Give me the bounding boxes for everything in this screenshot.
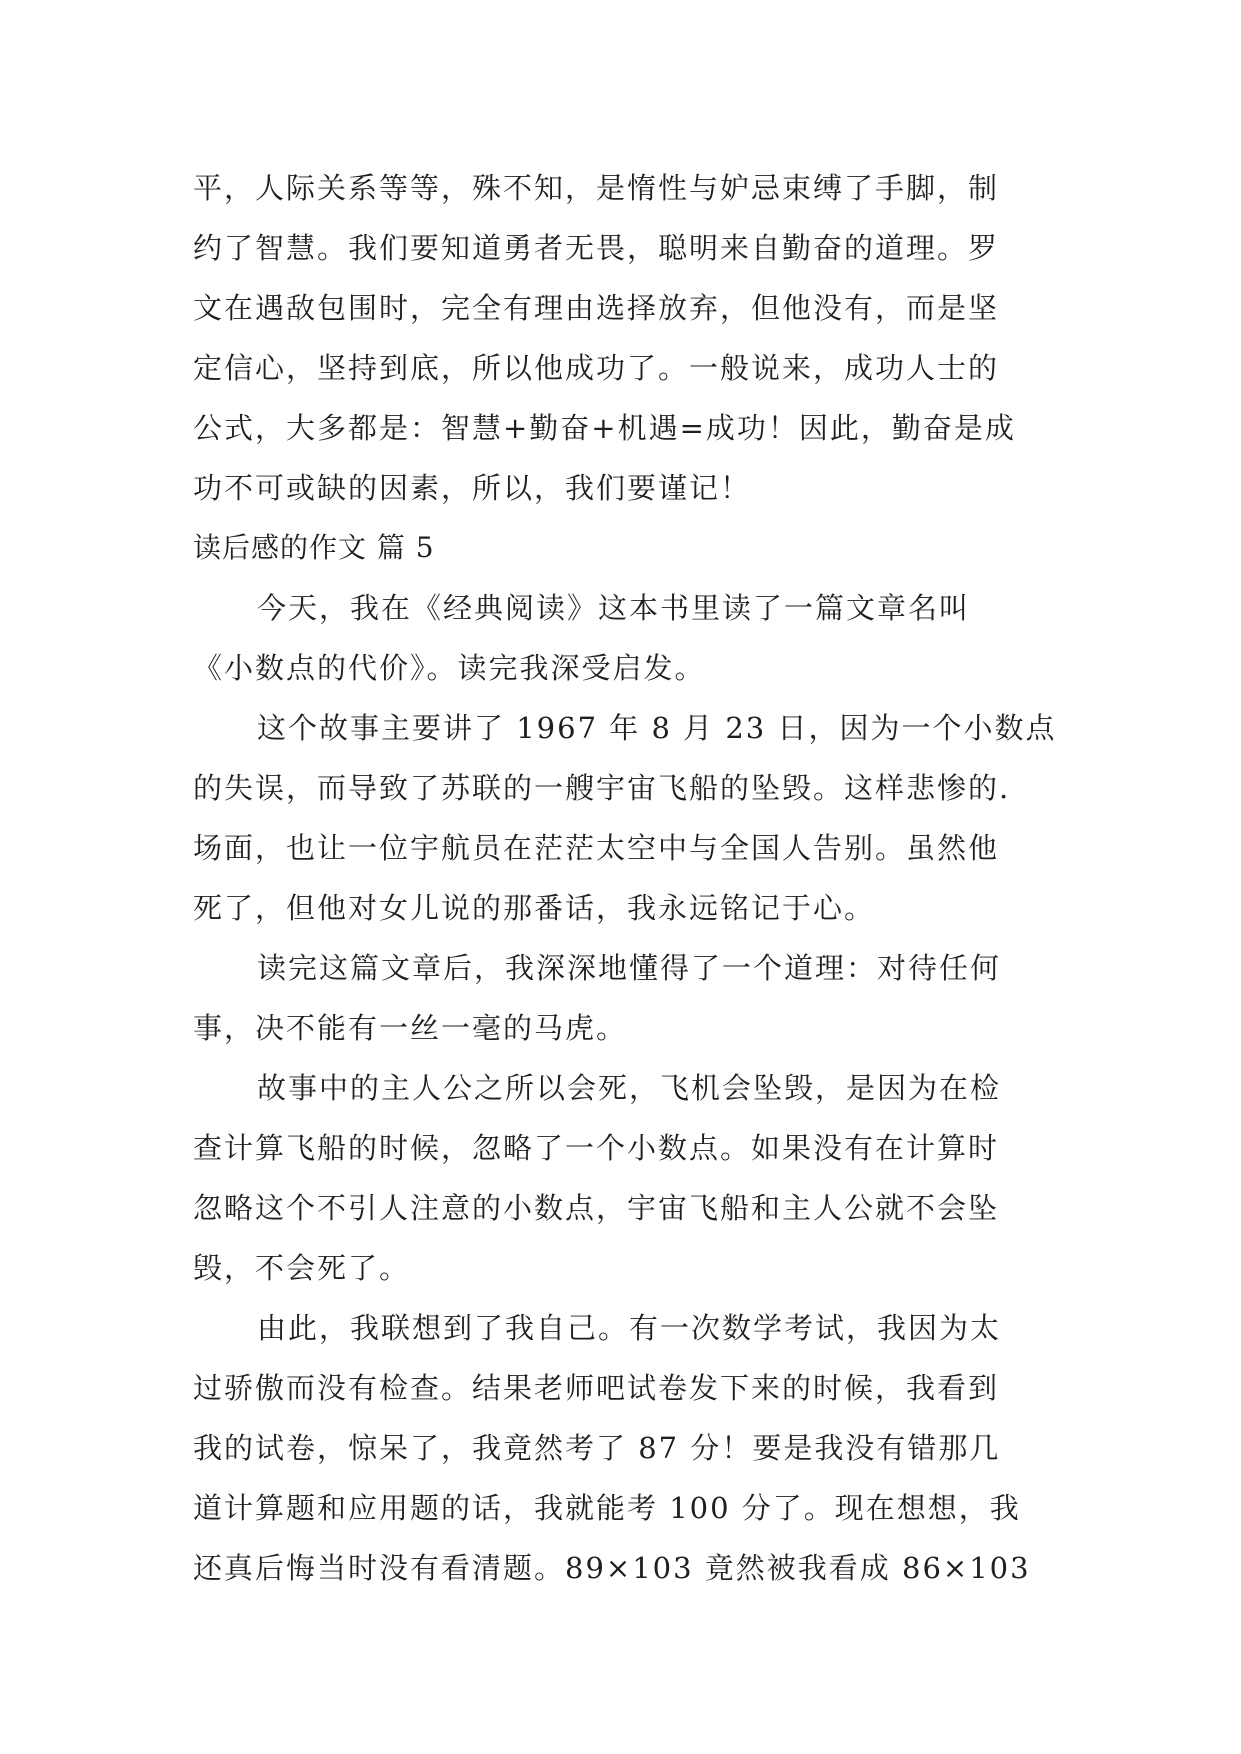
document-page (193, 158, 1057, 1598)
text-line: 故事中的主人公之所以会死，飞机会坠毁，是因为在检 (257, 1071, 1002, 1105)
text-line: 道计算题和应用题的话，我就能考 100 分了。现在想想，我 (193, 1491, 1021, 1525)
text-line: 这个故事主要讲了 1967 年 8 月 23 日，因为一个小数点 (257, 711, 1057, 745)
text-line: 功不可或缺的因素，所以，我们要谨记！ (193, 471, 752, 505)
text-line: 今天，我在《经典阅读》这本书里读了一篇文章名叫 (257, 591, 971, 625)
text-line: 《小数点的代价》。读完我深受启发。 (193, 651, 706, 685)
text-line: 约了智慧。我们要知道勇者无畏，聪明来自勤奋的道理。罗 (193, 231, 1000, 265)
text-line: 死了，但他对女儿说的那番话，我永远铭记于心。 (193, 891, 876, 925)
paragraph (193, 698, 1057, 938)
text-line: 事，决不能有一丝一毫的马虎。 (193, 1011, 628, 1045)
paragraph-continued (193, 158, 1053, 518)
text-line: 过骄傲而没有检查。结果老师吧试卷发下来的时候，我看到 (193, 1371, 1000, 1405)
text-line: 公式，大多都是：智慧+勤奋+机遇=成功！因此，勤奋是成 (193, 411, 1016, 445)
text-line: 由此，我联想到了我自己。有一次数学考试，我因为太 (257, 1311, 1002, 1345)
text-line: 查计算飞船的时候，忽略了一个小数点。如果没有在计算时 (193, 1131, 1000, 1165)
text-line: 读完这篇文章后，我深深地懂得了一个道理：对待任何 (257, 951, 1002, 985)
section-heading: 读后感的作文 篇 5 (193, 531, 435, 564)
paragraph (193, 1058, 1053, 1298)
paragraph (193, 938, 1053, 1058)
text-line: 还真后悔当时没有看清题。89×103 竟然被我看成 86×103 (193, 1551, 1031, 1585)
paragraph (193, 578, 1053, 698)
text-line: 我的试卷，惊呆了，我竟然考了 87 分！要是我没有错那几 (193, 1431, 1001, 1465)
text-line: 场面，也让一位宇航员在茫茫太空中与全国人告别。虽然他 (193, 831, 1000, 865)
text-line: 的失误，而导致了苏联的一艘宇宙飞船的坠毁。这样悲惨的. (193, 771, 1011, 805)
text-line: 文在遇敌包围时，完全有理由选择放弃，但他没有，而是坚 (193, 291, 1000, 325)
text-line: 忽略这个不引人注意的小数点，宇宙飞船和主人公就不会坠 (193, 1191, 1000, 1225)
paragraph (193, 1298, 1053, 1598)
text-line: 定信心，坚持到底，所以他成功了。一般说来，成功人士的 (193, 351, 1000, 385)
text-line: 毁，不会死了。 (193, 1251, 411, 1285)
text-line: 平，人际关系等等，殊不知，是惰性与妒忌束缚了手脚，制 (193, 171, 1000, 205)
